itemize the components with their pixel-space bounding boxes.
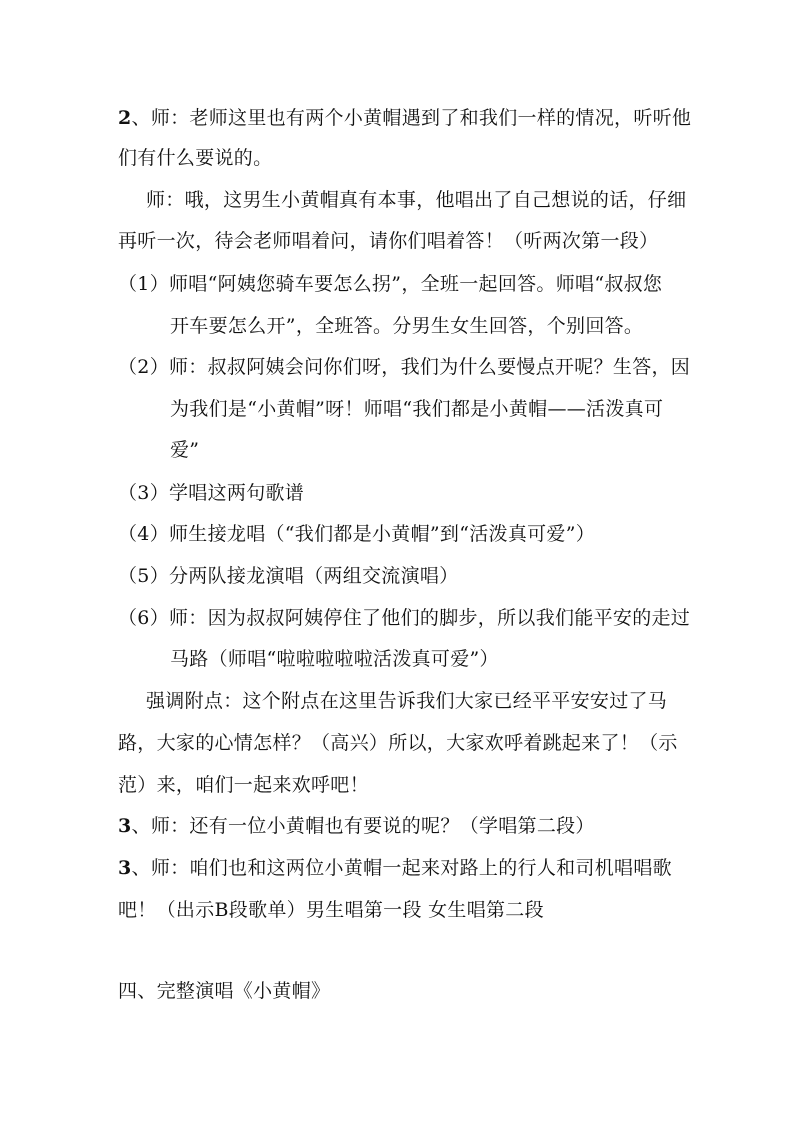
list-item-line bbox=[118, 606, 690, 630]
paragraph-line bbox=[146, 689, 667, 713]
list-item-line bbox=[118, 522, 595, 546]
paragraph-line bbox=[118, 898, 544, 922]
line-text: （5）分两队接龙演唱（两组交流演唱） bbox=[118, 565, 459, 587]
line-text: （4）师生接龙唱（“我们都是小黄帽”到“活泼真可爱”） bbox=[118, 523, 596, 545]
list-item-line bbox=[170, 647, 499, 671]
paragraph-line bbox=[146, 188, 686, 212]
section-heading bbox=[118, 979, 330, 1003]
line-text: 范）来，咱们一起来欢呼吧！ bbox=[118, 774, 369, 796]
list-item-line bbox=[118, 564, 459, 588]
line-text: 、师：老师这里也有两个小黄帽遇到了和我们一样的情况，听听他 bbox=[131, 107, 692, 129]
paragraph-line bbox=[118, 814, 595, 838]
paragraph-line bbox=[118, 773, 369, 797]
line-text: 强调附点：这个附点在这里告诉我们大家已经平平安安过了马 bbox=[146, 690, 668, 712]
paragraph-line bbox=[118, 856, 672, 880]
paragraph-line bbox=[118, 731, 678, 755]
list-item-line bbox=[118, 355, 690, 379]
line-text: （6）师：因为叔叔阿姨停住了他们的脚步，所以我们能平安的走过 bbox=[118, 607, 691, 629]
line-text: 们有什么要说的。 bbox=[118, 147, 273, 169]
line-text: 四、完整演唱《小黄帽》 bbox=[118, 980, 331, 1002]
line-text: 马路（师唱“啦啦啦啦啦活泼真可爱”） bbox=[170, 648, 499, 670]
line-text: 师：哦，这男生小黄帽真有本事，他唱出了自己想说的话，仔细 bbox=[146, 189, 687, 211]
section-number: 3 bbox=[118, 815, 132, 837]
paragraph-line bbox=[118, 106, 691, 130]
line-text: 开车要怎么开”，全班答。分男生女生回答，个别回答。 bbox=[170, 315, 644, 337]
line-text: 路，大家的心情怎样？（高兴）所以，大家欢呼着跳起来了！（示 bbox=[118, 732, 678, 754]
line-text: （2）师：叔叔阿姨会问你们呀，我们为什么要慢点开呢？生答，因 bbox=[118, 356, 691, 378]
line-text: 吧！（出示B段歌单）男生唱第一段 女生唱第二段 bbox=[118, 899, 544, 921]
line-text: 再听一次，待会老师唱着问，请你们唱着答！（听两次第一段） bbox=[118, 230, 659, 252]
list-item-line bbox=[118, 481, 304, 505]
paragraph-line bbox=[118, 229, 658, 253]
line-text: 、师：咱们也和这两位小黄帽一起来对路上的行人和司机唱唱歌 bbox=[131, 857, 672, 879]
line-text: 为我们是“小黄帽”呀！师唱“我们都是小黄帽——活泼真可 bbox=[170, 398, 664, 420]
line-text: （3）学唱这两句歌谱 bbox=[118, 482, 305, 504]
list-item-line bbox=[170, 438, 199, 462]
line-text: （1）师唱“阿姨您骑车要怎么拐”，全班一起回答。师唱“叔叔您 bbox=[118, 273, 663, 295]
line-text: 、师：还有一位小黄帽也有要说的呢？（学唱第二段） bbox=[131, 815, 595, 837]
line-text: 爱” bbox=[170, 439, 200, 461]
list-item-line bbox=[118, 272, 662, 296]
list-item-line bbox=[170, 397, 663, 421]
paragraph-line bbox=[118, 146, 272, 170]
section-number: 3 bbox=[118, 857, 132, 879]
list-item-line bbox=[170, 314, 643, 338]
section-number: 2 bbox=[118, 107, 132, 129]
